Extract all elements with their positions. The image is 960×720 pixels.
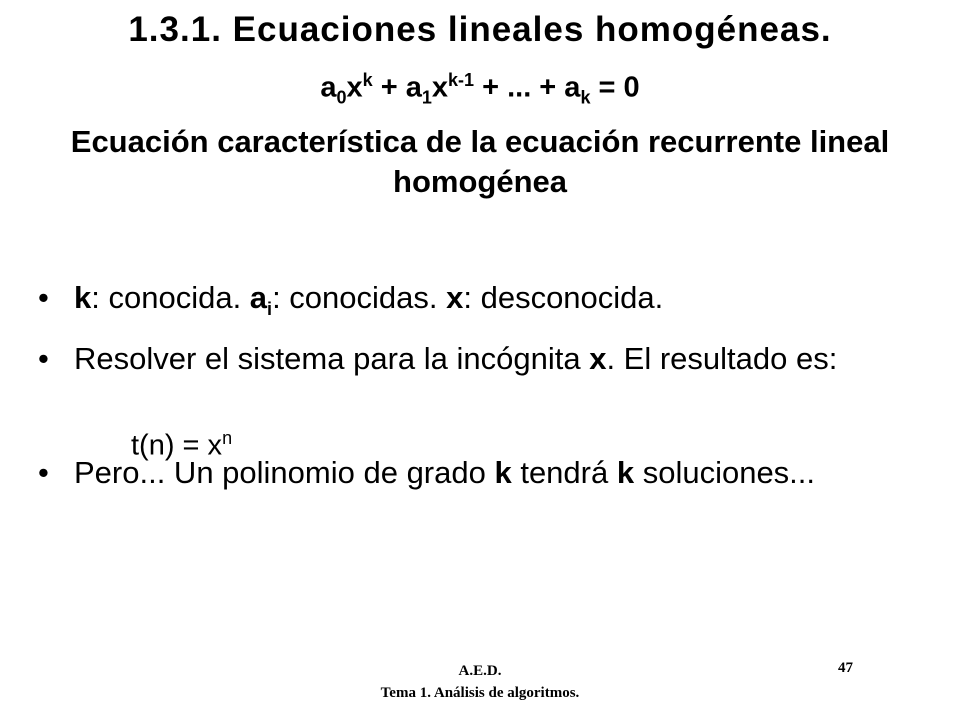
eq-term: x [346, 71, 363, 104]
bullet-icon: • [38, 455, 49, 491]
bullet-icon: • [38, 280, 49, 315]
superscript: n [222, 428, 233, 448]
text: : conocida. [91, 280, 250, 315]
eq-subscript: k [580, 87, 591, 108]
footer-line-1: A.E.D. [458, 663, 502, 679]
slide-title: 1.3.1. Ecuaciones lineales homogéneas. [128, 10, 832, 49]
bullet-icon: • [38, 341, 49, 377]
eq-subscript: 0 [336, 87, 347, 108]
eq-term: + ... + a [474, 71, 581, 104]
eq-superscript: k-1 [448, 70, 475, 90]
page-number: 47 [838, 660, 853, 676]
text: Resolver el sistema para la incógnita [74, 341, 590, 377]
text: . El resultado es: [606, 341, 838, 377]
bold-term [249, 280, 273, 320]
characteristic-equation [0, 70, 960, 108]
text: soluciones... [634, 455, 816, 491]
footer-line-2: Tema 1. Análisis de algoritmos. [380, 685, 580, 701]
text: tendrá [511, 455, 617, 491]
eq-term: x [431, 71, 449, 104]
bold-term: x [589, 341, 607, 377]
eq-term: a [320, 71, 337, 104]
bullet-item-2 [38, 339, 898, 379]
bold-term: x [446, 280, 464, 315]
subscript: i [267, 299, 273, 320]
bold-term: k [494, 455, 512, 491]
text: : desconocida. [463, 280, 664, 315]
eq-superscript: k [362, 70, 373, 90]
solution-formula [131, 428, 232, 463]
bold-term: k [616, 455, 635, 491]
bullet-item-1 [38, 278, 898, 329]
eq-term: + a [372, 71, 422, 104]
text: Pero... Un polinomio de grado [74, 455, 495, 491]
eq-subscript: 1 [421, 87, 432, 108]
eq-term: = 0 [590, 71, 640, 104]
bold-term: k [74, 280, 92, 315]
text: : conocidas. [272, 280, 447, 315]
footer-course [0, 660, 960, 704]
text: a [249, 280, 268, 315]
slide-subtitle: Ecuación característica de la ecuación recurrente lineal homogénea [70, 124, 890, 199]
text: t(n) = x [131, 429, 223, 462]
